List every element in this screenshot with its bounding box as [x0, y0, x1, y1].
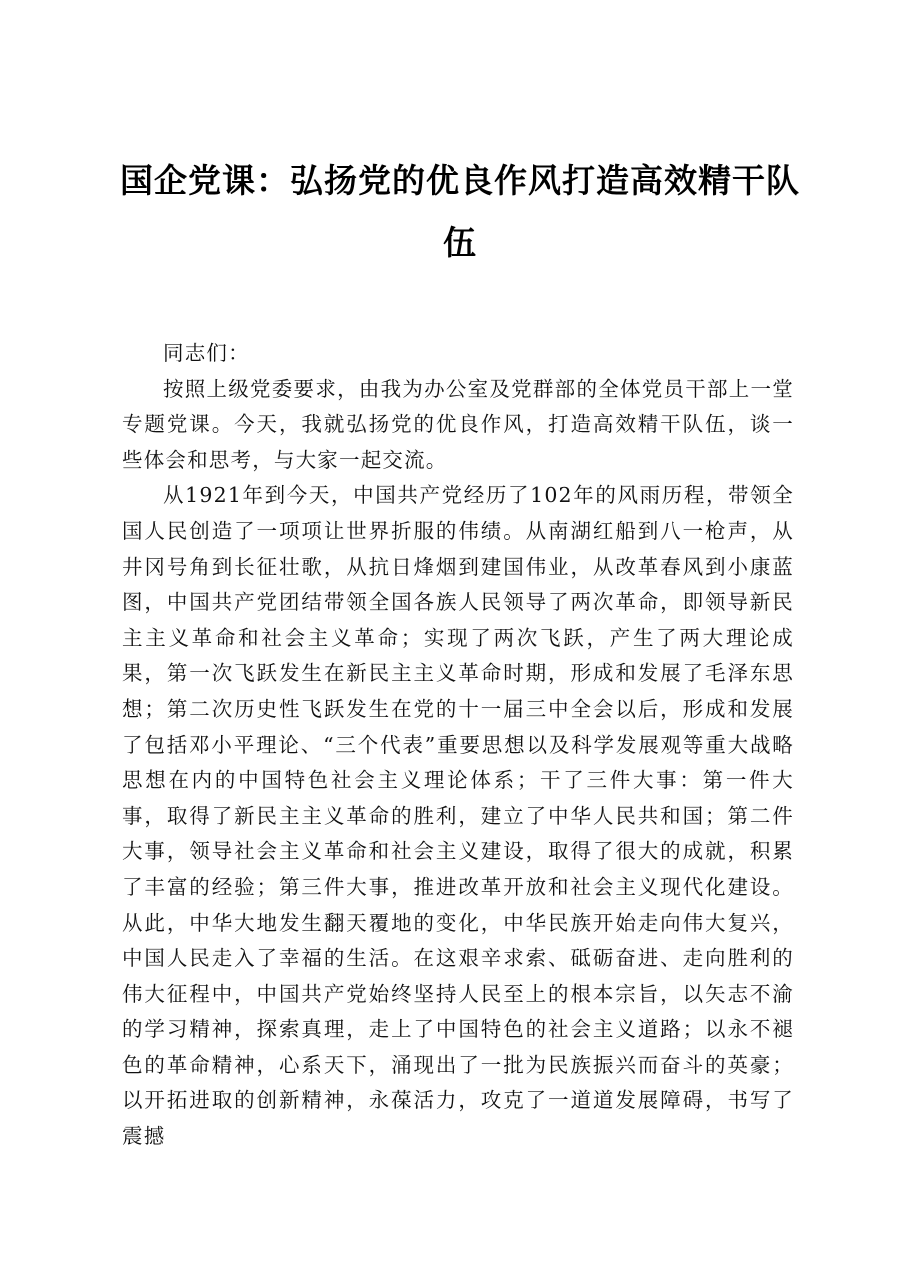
document-title: 国企党课：弘扬党的优良作风打造高效精干队伍 — [120, 161, 800, 262]
paragraph-history: 从1921年到今天，中国共产党经历了102年的风雨历程，带领全国人民创造了一项项让世界折服的伟绩。从南湖红船到八一枪声，从井冈号角到长征壮歌，从抗日烽烟到建国伟业，从改革春风到小康蓝图，中国共产党团结带领全国各族人民领导了两次革命，即领导新民主主义革命和社会主义革命；实现了两次飞跃，产生了两大理论成果，第一次飞跃发生在新民主主义革命时期，形成和发展了毛泽东思想；第二次历史性飞跃发生在党的十一届三中全会以后，形成和发展了包括邓小平理论、“三个代表”重要思想以及科学发展观等重大战略思想在内的中国特色社会主义理论体系；干了三件大事：第一件大事，取得了新民主主义革命的胜利，建立了中华人民共和国；第二件大事，领导社会主义革命和社会主义建设，取得了很大的成就，积累了丰富的经验；第三件大事，推进改革开放和社会主义现代化建设。从此，中华大地发生翻天覆地的变化，中华民族开始走向伟大复兴，中国人民走入了幸福的生活。在这艰辛求索、砥砺奋进、走向胜利的伟大征程中，中国共产党始终坚持人民至上的根本宗旨，以矢志不渝的学习精神，探索真理，走上了中国特色的社会主义道路；以永不褪色的革命精神，心系天下，涌现出了一批为民族振兴而奋斗的英豪；以开拓进取的创新精神，永葆活力，攻克了一道道发展障碍，书写了震撼 — [122, 483, 794, 1149]
document-body — [122, 336, 794, 1155]
salutation: 同志们： — [163, 341, 250, 365]
paragraph-intro: 按照上级党委要求，由我为办公室及党群部的全体党员干部上一堂专题党课。今天，我就弘扬党的优良作风，打造高效精干队伍，谈一些体会和思考，与大家一起交流。 — [122, 376, 794, 472]
